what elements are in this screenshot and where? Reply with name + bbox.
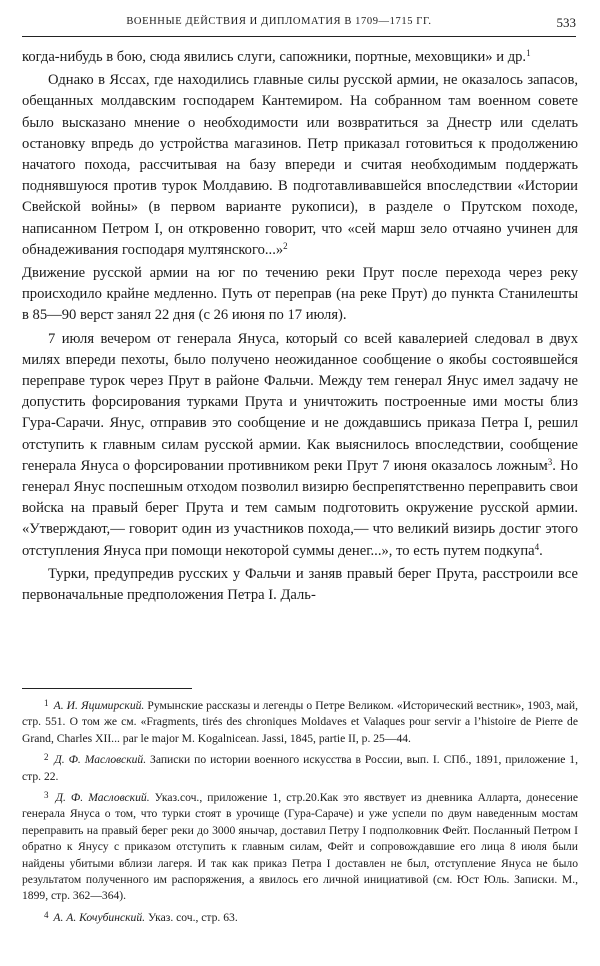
footnote-divider [22, 688, 192, 689]
footnote-number: 4 [44, 909, 49, 920]
footnote-ref: 3 [547, 456, 553, 467]
footnote-author: А. А. Кочубинский. [53, 910, 146, 924]
header-title: ВОЕННЫЕ ДЕЙСТВИЯ И ДИПЛОМАТИЯ В 1709—1715 ГГ. [126, 16, 432, 27]
paragraph-text: 7 июля вечером от генерала Януса, который со всей кавалерией следовал в двух милях впереди пехоты, было получено неожиданное сообщение о якобы состоявшейся переправе турок через Прут в районе Фальчи. Между тем генерал Янус имел задачу не допустить форсирования турками Прута и уничтожить построенные ими мосты близ Гура-Сарачи. Янус, отправив это сообщение и не дождавшись приказа Петра I, решил отступить к главным силам русской армии. Как выяснилось впоследствии, сообщение генерала Януса о форсировании противником реки Прут 7 июня оказалось ложным [22, 330, 578, 474]
footnote-text: Записки по истории военного искусства в России, вып. I. СПб., 1891, приложение 1, стр. 22. [22, 753, 578, 783]
footnote-text: Указ.соч., приложение 1, стр.20.Как это явствует из дневника Алларта, донесение генерала Януса о том, что турки стоят в урочище (Гура-Сараче) и уже успели по двум наведенным мостам переправить на правый берег реки до 3000 янычар, доставил Петру I подполковник Фейт. Посланный Петром I обратно к Янусу с приказом отступить к главным силам, Фейт и сопровождавшие его лица 8 июля были найдены убитыми вблизи лагеря. И так как приказ Петра I доставлен не был, отступление Януса не было результатом полученного им распоряжения, а явилось его личной инициативой (см. Юст Юль. Записки. М., 1899, стр. 362—364). [22, 791, 578, 903]
paragraph-4 [22, 329, 578, 562]
page-number: 533 [556, 15, 576, 30]
footnote-author: А. И. Яцимирский. [53, 699, 145, 712]
paragraph-3 [22, 263, 578, 327]
paragraph-text: Однако в Яссах, где находились главные силы русской армии, не оказалось запасов, обещанных молдавским господарем Кантемиром. На собранном там военном совете было высказано мнение о необходимости или возвратиться за Днестр или сделать остановку впредь до устройства магазинов. Петр приказал готовиться к продолжению начатого похода, рассчитывая на базу впереди и считая необходимым поддержать поднявшуюся против турок Молдавию. В подготавливавшейся впоследствии «Истории Свейской войны» (в первом варианте рукописи), в разделе о Прутском походе, написанном Петром I, он откровенно говорит, что «сей марш зело отчаяно учинен для обнадеживания господаря мултянского...» [22, 72, 578, 258]
footnotes [22, 688, 578, 928]
footnote-3 [22, 787, 578, 905]
footnote-ref: 2 [283, 240, 288, 251]
footnote-2 [22, 749, 578, 785]
footnote-text: Румынские рассказы и легенды о Петре Великом. «Исторический вестник», 1903, май, стр. 551. О том же см. «Fragments, tirés des chroniques Moldaves et Valaques pour servir a l’histoire de Pierre de Grand, Charles XII... par le major M. Kogalnicean. Jassi, 1845, partie II, p. 25—44. [22, 699, 578, 745]
footnote-ref: 4 [534, 541, 540, 552]
paragraph-text: когда-нибудь в бою, сюда явились слуги, сапожники, портные, меховщики» и др. [22, 49, 527, 65]
footnote-author: Д. Ф. Масловский. [55, 791, 150, 805]
paragraph-text: Турки, предупредив русских у Фальчи и заняв правый берег Прута, расстроили все первоначальные предположения Петра I. Даль- [22, 565, 578, 604]
paragraph-text: . Но генерал Янус поспешным отходом позволил визирю беспрепятственно переправить свои войска на правый берег Прута и тем самым подготовить окружение русской армии. «Утверждают,— говорит один из участников похода,— что великий визирь достиг этого отступления Януса при помощи некоторой суммы денег...», то есть путем подкупа [22, 457, 578, 559]
paragraph-2 [22, 70, 578, 261]
footnote-ref: 1 [526, 48, 531, 58]
footnote-number: 1 [44, 698, 49, 708]
paragraph-text: . [539, 542, 543, 559]
footnote-1 [22, 695, 578, 747]
body-text [22, 47, 578, 608]
footnote-number: 2 [44, 752, 49, 763]
paragraph-text: Движение русской армии на юг по течению реки Прут после перехода через реку происходило крайне медленно. Путь от переправ (на реке Прут) до пункта Станилешты в 85—90 верст занял 22 дня (с 26 июня по 17 июля). [22, 265, 578, 324]
footnote-text: Указ. соч., стр. 63. [145, 910, 238, 924]
running-header [22, 12, 576, 37]
footnote-author: Д. Ф. Масловский. [54, 753, 147, 767]
footnote-4 [22, 907, 578, 926]
footnote-number: 3 [44, 790, 49, 801]
paragraph-5 [22, 564, 578, 606]
paragraph-1 [22, 47, 578, 68]
